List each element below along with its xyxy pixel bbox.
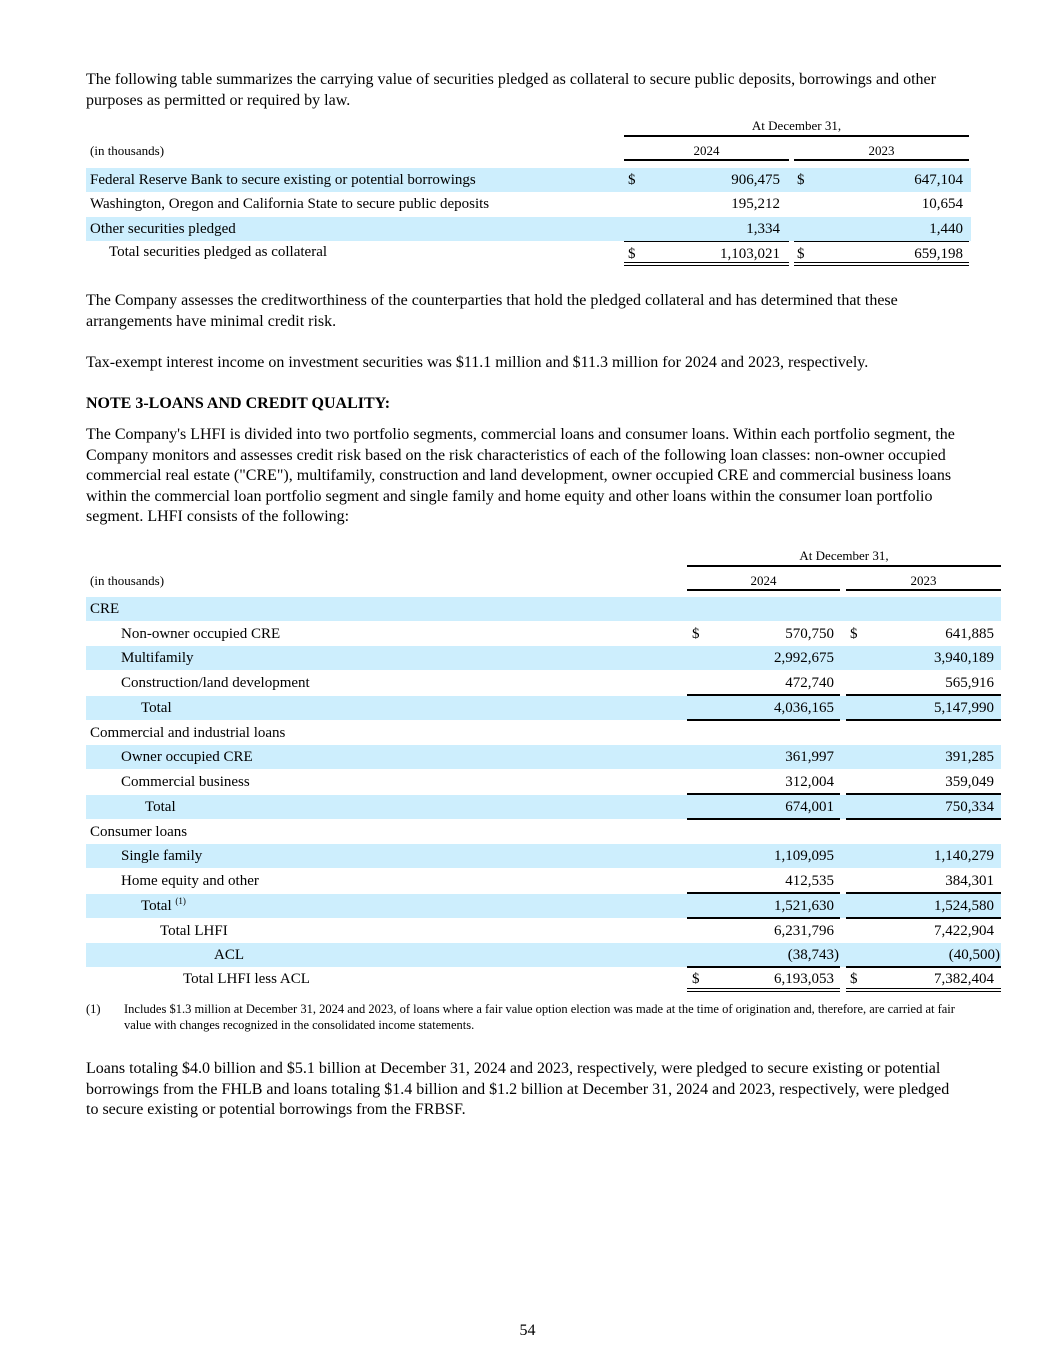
- value-2024: 2,992,675: [774, 650, 834, 666]
- table-row: [86, 217, 971, 241]
- value-2023: 359,049: [945, 774, 994, 790]
- col-rule-2023: [846, 589, 1001, 591]
- header-rule: [687, 565, 1001, 567]
- value-2023: 391,285: [945, 749, 994, 765]
- table-row: [86, 168, 971, 192]
- col-rule-2024: [687, 589, 840, 591]
- tax-exempt-paragraph: Tax-exempt interest income on investment securities was $11.1 million and $11.3 million for 2024 and 2023, respectively.: [86, 354, 869, 371]
- subtotal-row-consumer: [86, 894, 1001, 918]
- column-header-2024: 2024: [750, 573, 777, 588]
- value-2023: 1,140,279: [934, 848, 994, 864]
- row-label: Consumer loans: [90, 824, 188, 840]
- value-2024: 472,740: [785, 675, 834, 691]
- section-row-commercial: [86, 721, 1001, 745]
- row-label: Multifamily: [121, 650, 194, 666]
- value-2024: 195,212: [731, 196, 780, 212]
- currency-symbol: $: [850, 626, 858, 642]
- value-2023: 1,440: [929, 221, 963, 237]
- value-2023: (40,500): [948, 947, 1000, 963]
- currency-symbol: $: [850, 971, 858, 987]
- value-2023: 750,334: [945, 799, 994, 815]
- row-label: Commercial business: [121, 774, 250, 790]
- currency-symbol: $: [628, 246, 636, 262]
- lhfi-paragraph: The Company's LHFI is divided into two portfolio segments, commercial loans and consumer loans. Within each portfolio segment, the Company monitors and assesses credit risk based on the risk characteristics of each of the following loan classes: non-owner occupied commercial real estate ("CRE"), multifamily, construction and land development, owner occupied CRE and commercial business loans within the commercial loan portfolio segment and single family and home equity and other loans within the consumer loan portfolio segment. LHFI consists of the following:: [86, 426, 955, 525]
- value-2024: 361,997: [785, 749, 834, 765]
- units-label: (in thousands): [90, 143, 165, 158]
- page-number: 54: [519, 1322, 536, 1339]
- double-rule-2024: [687, 988, 840, 992]
- currency-symbol: $: [797, 172, 805, 188]
- value-2024: 906,475: [731, 172, 780, 188]
- currency-symbol: $: [797, 246, 805, 262]
- value-2023: 3,940,189: [934, 650, 994, 666]
- pledged-loans-paragraph: Loans totaling $4.0 billion and $5.1 billion at December 31, 2024 and 2023, respectively, were pledged to secure existing or potential borrowings from the FHLB and loans totaling $1.4 billion and $1.2 billion at December 31, 2024 and 2023, respectively, were pledged to secure existing or potential borrowings from the FRBSF.: [86, 1060, 950, 1118]
- double-rule-2024: [624, 262, 789, 266]
- footnote-ref: (1): [175, 896, 186, 906]
- value-2023: 5,147,990: [934, 700, 994, 716]
- row-label: CRE: [90, 601, 120, 617]
- table-row: [86, 192, 971, 216]
- value-2023: 7,422,904: [934, 923, 994, 939]
- value-2024: 6,231,796: [774, 923, 834, 939]
- col-rule-2024: [624, 159, 789, 161]
- table-row: [86, 622, 1001, 646]
- subtotal-row-commercial: [86, 795, 1001, 819]
- subtotal-row-cre: [86, 696, 1001, 720]
- column-header-2024: 2024: [693, 143, 720, 158]
- currency-symbol: $: [692, 626, 700, 642]
- row-label: Construction/land development: [121, 675, 310, 691]
- total-2024: 1,103,021: [720, 246, 780, 262]
- value-2024: 570,750: [785, 626, 834, 642]
- column-header-2023: 2023: [910, 573, 937, 588]
- section-row-consumer: [86, 820, 1001, 844]
- value-2024: (38,743): [787, 947, 839, 963]
- period-header: At December 31,: [751, 118, 842, 133]
- value-2023: 7,382,404: [934, 971, 994, 987]
- footnote-text: Includes $1.3 million at December 31, 2024 and 2023, of loans where a fair value option election was made at the time of origination and, therefore, are carried at fair value with changes recognized in the consolidated income statements.: [124, 1002, 955, 1032]
- value-2024: 1,109,095: [774, 848, 834, 864]
- row-label: Federal Reserve Bank to secure existing or potential borrowings: [90, 172, 476, 188]
- row-label: Total: [141, 700, 172, 716]
- currency-symbol: $: [628, 172, 636, 188]
- row-label: Total securities pledged as collateral: [109, 244, 328, 260]
- currency-symbol: $: [692, 971, 700, 987]
- row-label: Total LHFI: [160, 923, 228, 939]
- total-row: [86, 240, 971, 264]
- credit-risk-paragraph: The Company assesses the creditworthiness of the counterparties that hold the pledged collateral and has determined that these arrangements have minimal credit risk.: [86, 292, 898, 330]
- col-rule-2023: [794, 159, 969, 161]
- row-label: Washington, Oregon and California State to secure public deposits: [90, 196, 490, 212]
- header-rule: [624, 135, 969, 137]
- value-2023: 1,524,580: [934, 898, 994, 914]
- double-rule-2023: [846, 988, 1001, 992]
- table-row: [86, 745, 1001, 769]
- row-label: ACL: [214, 947, 244, 963]
- acl-row: [86, 943, 1001, 967]
- row-label: Commercial and industrial loans: [90, 725, 286, 741]
- value-2023: 10,654: [921, 196, 963, 212]
- table-row: [86, 844, 1001, 868]
- value-2024: 4,036,165: [774, 700, 834, 716]
- value-2023: 565,916: [945, 675, 994, 691]
- value-2024: 6,193,053: [774, 971, 834, 987]
- value-2023: 641,885: [945, 626, 994, 642]
- total-lhfi-row: [86, 919, 1001, 943]
- table-row: [86, 869, 1001, 893]
- period-header: At December 31,: [799, 548, 889, 563]
- footnote-marker: (1): [86, 1002, 101, 1016]
- table-row: [86, 646, 1001, 670]
- row-label: Non-owner occupied CRE: [121, 626, 281, 642]
- row-label: Total LHFI less ACL: [183, 971, 310, 987]
- column-header-2023: 2023: [868, 143, 895, 158]
- pledged-securities-table: [86, 115, 971, 270]
- double-rule-2023: [794, 262, 969, 266]
- row-label: Owner occupied CRE: [121, 749, 253, 765]
- table-row: [86, 770, 1001, 794]
- row-label: Other securities pledged: [90, 221, 236, 237]
- value-2024: 412,535: [785, 873, 834, 889]
- units-label: (in thousands): [90, 573, 165, 588]
- value-2023: 384,301: [945, 873, 994, 889]
- row-label: Total: [145, 799, 176, 815]
- value-2024: 1,334: [746, 221, 780, 237]
- value-2024: 674,001: [785, 799, 834, 815]
- value-2023: 647,104: [914, 172, 963, 188]
- section-row-cre: [86, 597, 1001, 621]
- lhfi-table: [86, 545, 1001, 995]
- intro-paragraph: The following table summarizes the carrying value of securities pledged as collateral to secure public deposits, borrowings and other purposes as permitted or required by law.: [86, 71, 936, 109]
- table-row: [86, 671, 1001, 695]
- note-heading: NOTE 3-LOANS AND CREDIT QUALITY:: [86, 395, 391, 412]
- value-2024: 1,521,630: [774, 898, 834, 914]
- row-label: Single family: [121, 848, 203, 864]
- row-label: Total: [141, 898, 172, 914]
- total-2023: 659,198: [914, 246, 963, 262]
- value-2024: 312,004: [785, 774, 834, 790]
- row-label: Home equity and other: [121, 873, 259, 889]
